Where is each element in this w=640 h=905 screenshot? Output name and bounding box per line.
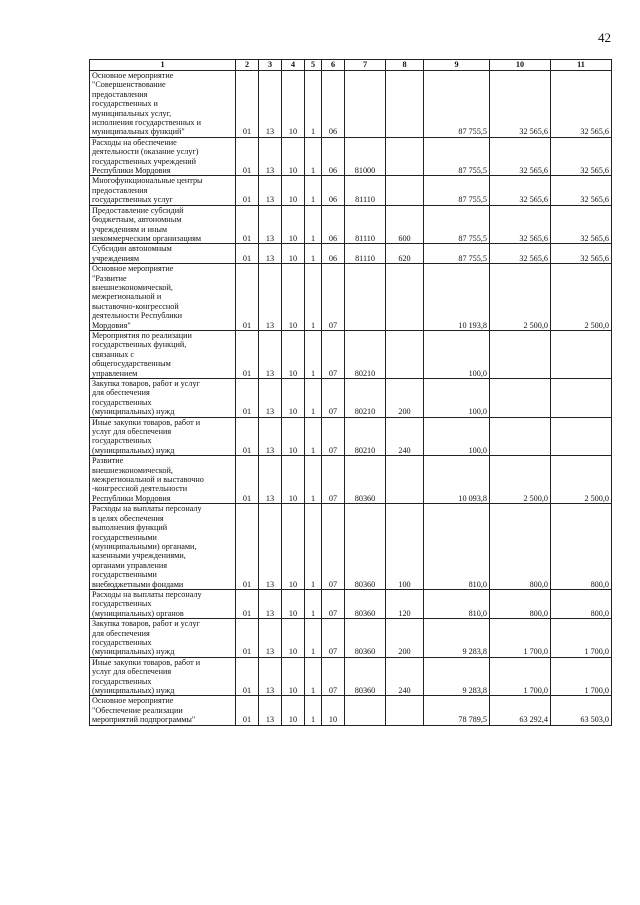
amount-year3-cell: 1 700,0 [551,619,612,658]
expense-type-cell [386,330,424,378]
table-row [90,244,612,264]
subsection-code-cell: 13 [259,696,282,725]
event-code-cell: 06 [322,176,345,205]
expense-direction-cell: 81110 [345,244,386,264]
subprogram-code-cell: 1 [305,330,322,378]
section-code-cell: 01 [236,696,259,725]
subprogram-code-cell: 1 [305,176,322,205]
subprogram-code-cell: 1 [305,205,322,244]
event-code-cell: 07 [322,504,345,590]
amount-year3-cell: 2 500,0 [551,456,612,504]
amount-year3-cell: 32 565,6 [551,176,612,205]
section-code-cell: 01 [236,137,259,176]
expense-type-cell: 240 [386,417,424,456]
amount-year3-cell: 32 565,6 [551,205,612,244]
program-code-cell: 10 [282,264,305,331]
row-name-cell: Иные закупки товаров, работ и услуг для обеспечения государственных (муниципальных) нужд [90,417,236,456]
budget-table [89,59,612,726]
row-name-cell: Закупка товаров, работ и услуг для обеспечения государственных (муниципальных) нужд [90,379,236,418]
section-code-cell: 01 [236,589,259,618]
subprogram-code-cell: 1 [305,456,322,504]
table-row [90,379,612,418]
program-code-cell: 10 [282,379,305,418]
program-code-cell: 10 [282,330,305,378]
amount-year2-cell: 800,0 [490,589,551,618]
row-name-cell: Основное мероприятие "Совершенствование предоставления государственных и муниципальных услуг, исполнения государственных и муниципальных функций" [90,71,236,138]
section-code-cell: 01 [236,244,259,264]
table-row [90,71,612,138]
amount-year2-cell: 2 500,0 [490,456,551,504]
header-cell: 3 [259,60,282,71]
event-code-cell: 07 [322,619,345,658]
expense-direction-cell [345,71,386,138]
row-name-cell: Предоставление субсидий бюджетным, автономным учреждениям и иным некоммерческим организациям [90,205,236,244]
header-cell: 7 [345,60,386,71]
table-row [90,504,612,590]
event-code-cell: 07 [322,657,345,696]
event-code-cell: 07 [322,417,345,456]
section-code-cell: 01 [236,205,259,244]
subsection-code-cell: 13 [259,330,282,378]
table-row [90,696,612,725]
row-name-cell: Основное мероприятие "Развитие внешнеэкономической, межрегиональной и выставочно-конгрессной деятельности Республики Мордовия" [90,264,236,331]
amount-year3-cell: 32 565,6 [551,71,612,138]
program-code-cell: 10 [282,619,305,658]
table-row [90,137,612,176]
page-number: 42 [598,30,611,45]
program-code-cell: 10 [282,137,305,176]
expense-type-cell: 120 [386,589,424,618]
section-code-cell: 01 [236,417,259,456]
event-code-cell: 06 [322,137,345,176]
amount-year1-cell: 78 789,5 [424,696,490,725]
amount-year1-cell: 810,0 [424,589,490,618]
subprogram-code-cell: 1 [305,137,322,176]
subprogram-code-cell: 1 [305,504,322,590]
program-code-cell: 10 [282,696,305,725]
subprogram-code-cell: 1 [305,417,322,456]
subsection-code-cell: 13 [259,137,282,176]
amount-year1-cell: 10 093,8 [424,456,490,504]
header-cell: 9 [424,60,490,71]
row-name-cell: Развитие внешнеэкономической, межрегиональной и выставочно -конгрессной деятельности Республики Мордовия [90,456,236,504]
expense-type-cell [386,71,424,138]
event-code-cell: 06 [322,205,345,244]
expense-direction-cell: 80360 [345,589,386,618]
amount-year3-cell: 63 503,0 [551,696,612,725]
expense-type-cell [386,456,424,504]
amount-year2-cell: 1 700,0 [490,619,551,658]
table-row [90,589,612,618]
header-row [90,60,612,71]
row-name-cell: Расходы на обеспечение деятельности (оказание услуг) государственных учреждений Республики Мордовия [90,137,236,176]
row-name-cell: Субсидии автономным учреждениям [90,244,236,264]
expense-type-cell [386,176,424,205]
expense-type-cell: 100 [386,504,424,590]
subprogram-code-cell: 1 [305,696,322,725]
amount-year2-cell: 800,0 [490,504,551,590]
row-name-cell: Расходы на выплаты персоналу государственных (муниципальных) органов [90,589,236,618]
table-row [90,264,612,331]
subsection-code-cell: 13 [259,205,282,244]
header-cell: 11 [551,60,612,71]
amount-year1-cell: 87 755,5 [424,176,490,205]
subprogram-code-cell: 1 [305,657,322,696]
row-name-cell: Расходы на выплаты персоналу в целях обеспечения выполнения функций государственными (муниципальными) органами, казенными учреждениями, органами управления государственными внебюджетными фондами [90,504,236,590]
section-code-cell: 01 [236,504,259,590]
table-row [90,417,612,456]
amount-year1-cell: 87 755,5 [424,244,490,264]
amount-year2-cell: 32 565,6 [490,205,551,244]
amount-year1-cell: 87 755,5 [424,205,490,244]
amount-year3-cell: 800,0 [551,589,612,618]
expense-direction-cell: 80360 [345,504,386,590]
row-name-cell: Основное мероприятие "Обеспечение реализации мероприятий подпрограммы" [90,696,236,725]
header-cell: 4 [282,60,305,71]
section-code-cell: 01 [236,379,259,418]
program-code-cell: 10 [282,589,305,618]
subsection-code-cell: 13 [259,657,282,696]
amount-year2-cell [490,379,551,418]
section-code-cell: 01 [236,330,259,378]
table-row [90,657,612,696]
amount-year3-cell [551,330,612,378]
expense-direction-cell: 81110 [345,176,386,205]
subprogram-code-cell: 1 [305,244,322,264]
expense-direction-cell: 80210 [345,330,386,378]
program-code-cell: 10 [282,176,305,205]
amount-year1-cell: 87 755,5 [424,71,490,138]
event-code-cell: 06 [322,244,345,264]
amount-year2-cell [490,330,551,378]
amount-year2-cell: 1 700,0 [490,657,551,696]
expense-direction-cell: 80210 [345,379,386,418]
event-code-cell: 07 [322,330,345,378]
expense-type-cell [386,137,424,176]
header-cell: 10 [490,60,551,71]
expense-type-cell: 620 [386,244,424,264]
table-row [90,330,612,378]
amount-year2-cell: 32 565,6 [490,71,551,138]
program-code-cell: 10 [282,417,305,456]
subsection-code-cell: 13 [259,589,282,618]
program-code-cell: 10 [282,205,305,244]
subsection-code-cell: 13 [259,619,282,658]
expense-direction-cell [345,264,386,331]
section-code-cell: 01 [236,264,259,331]
table-row [90,456,612,504]
amount-year3-cell: 2 500,0 [551,264,612,331]
event-code-cell: 10 [322,696,345,725]
header-cell: 5 [305,60,322,71]
section-code-cell: 01 [236,619,259,658]
expense-direction-cell: 81000 [345,137,386,176]
section-code-cell: 01 [236,456,259,504]
expense-type-cell: 200 [386,379,424,418]
subprogram-code-cell: 1 [305,589,322,618]
amount-year1-cell: 87 755,5 [424,137,490,176]
expense-type-cell [386,264,424,331]
amount-year3-cell [551,417,612,456]
expense-direction-cell [345,696,386,725]
table-row [90,619,612,658]
amount-year1-cell: 9 283,8 [424,619,490,658]
subsection-code-cell: 13 [259,504,282,590]
program-code-cell: 10 [282,456,305,504]
subsection-code-cell: 13 [259,264,282,331]
event-code-cell: 06 [322,71,345,138]
expense-direction-cell: 80210 [345,417,386,456]
amount-year1-cell: 810,0 [424,504,490,590]
row-name-cell: Иные закупки товаров, работ и услуг для обеспечения государственных (муниципальных) нужд [90,657,236,696]
amount-year3-cell: 800,0 [551,504,612,590]
subprogram-code-cell: 1 [305,264,322,331]
expense-direction-cell: 81110 [345,205,386,244]
event-code-cell: 07 [322,456,345,504]
amount-year2-cell: 63 292,4 [490,696,551,725]
amount-year2-cell: 32 565,6 [490,176,551,205]
section-code-cell: 01 [236,657,259,696]
amount-year1-cell: 9 283,8 [424,657,490,696]
row-name-cell: Закупка товаров, работ и услуг для обеспечения государственных (муниципальных) нужд [90,619,236,658]
expense-type-cell: 240 [386,657,424,696]
subprogram-code-cell: 1 [305,379,322,418]
expense-direction-cell: 80360 [345,657,386,696]
amount-year1-cell: 100,0 [424,417,490,456]
event-code-cell: 07 [322,589,345,618]
expense-type-cell: 600 [386,205,424,244]
expense-direction-cell: 80360 [345,619,386,658]
amount-year2-cell: 32 565,6 [490,244,551,264]
event-code-cell: 07 [322,264,345,331]
section-code-cell: 01 [236,71,259,138]
header-cell: 1 [90,60,236,71]
amount-year1-cell: 100,0 [424,330,490,378]
table-row [90,176,612,205]
amount-year1-cell: 10 193,8 [424,264,490,331]
amount-year3-cell: 32 565,6 [551,137,612,176]
program-code-cell: 10 [282,657,305,696]
program-code-cell: 10 [282,71,305,138]
amount-year1-cell: 100,0 [424,379,490,418]
subsection-code-cell: 13 [259,71,282,138]
subsection-code-cell: 13 [259,456,282,504]
subsection-code-cell: 13 [259,244,282,264]
expense-direction-cell: 80360 [345,456,386,504]
amount-year3-cell [551,379,612,418]
subsection-code-cell: 13 [259,417,282,456]
section-code-cell: 01 [236,176,259,205]
subsection-code-cell: 13 [259,176,282,205]
expense-type-cell: 200 [386,619,424,658]
table-row [90,205,612,244]
program-code-cell: 10 [282,244,305,264]
expense-type-cell [386,696,424,725]
amount-year2-cell: 2 500,0 [490,264,551,331]
subsection-code-cell: 13 [259,379,282,418]
amount-year2-cell: 32 565,6 [490,137,551,176]
program-code-cell: 10 [282,504,305,590]
subprogram-code-cell: 1 [305,71,322,138]
event-code-cell: 07 [322,379,345,418]
subprogram-code-cell: 1 [305,619,322,658]
amount-year3-cell: 32 565,6 [551,244,612,264]
row-name-cell: Многофункциональные центры предоставления государственных услуг [90,176,236,205]
header-cell: 8 [386,60,424,71]
header-cell: 2 [236,60,259,71]
header-cell: 6 [322,60,345,71]
amount-year3-cell: 1 700,0 [551,657,612,696]
amount-year2-cell [490,417,551,456]
row-name-cell: Мероприятия по реализации государственных функций, связанных с общегосударственным управлением [90,330,236,378]
